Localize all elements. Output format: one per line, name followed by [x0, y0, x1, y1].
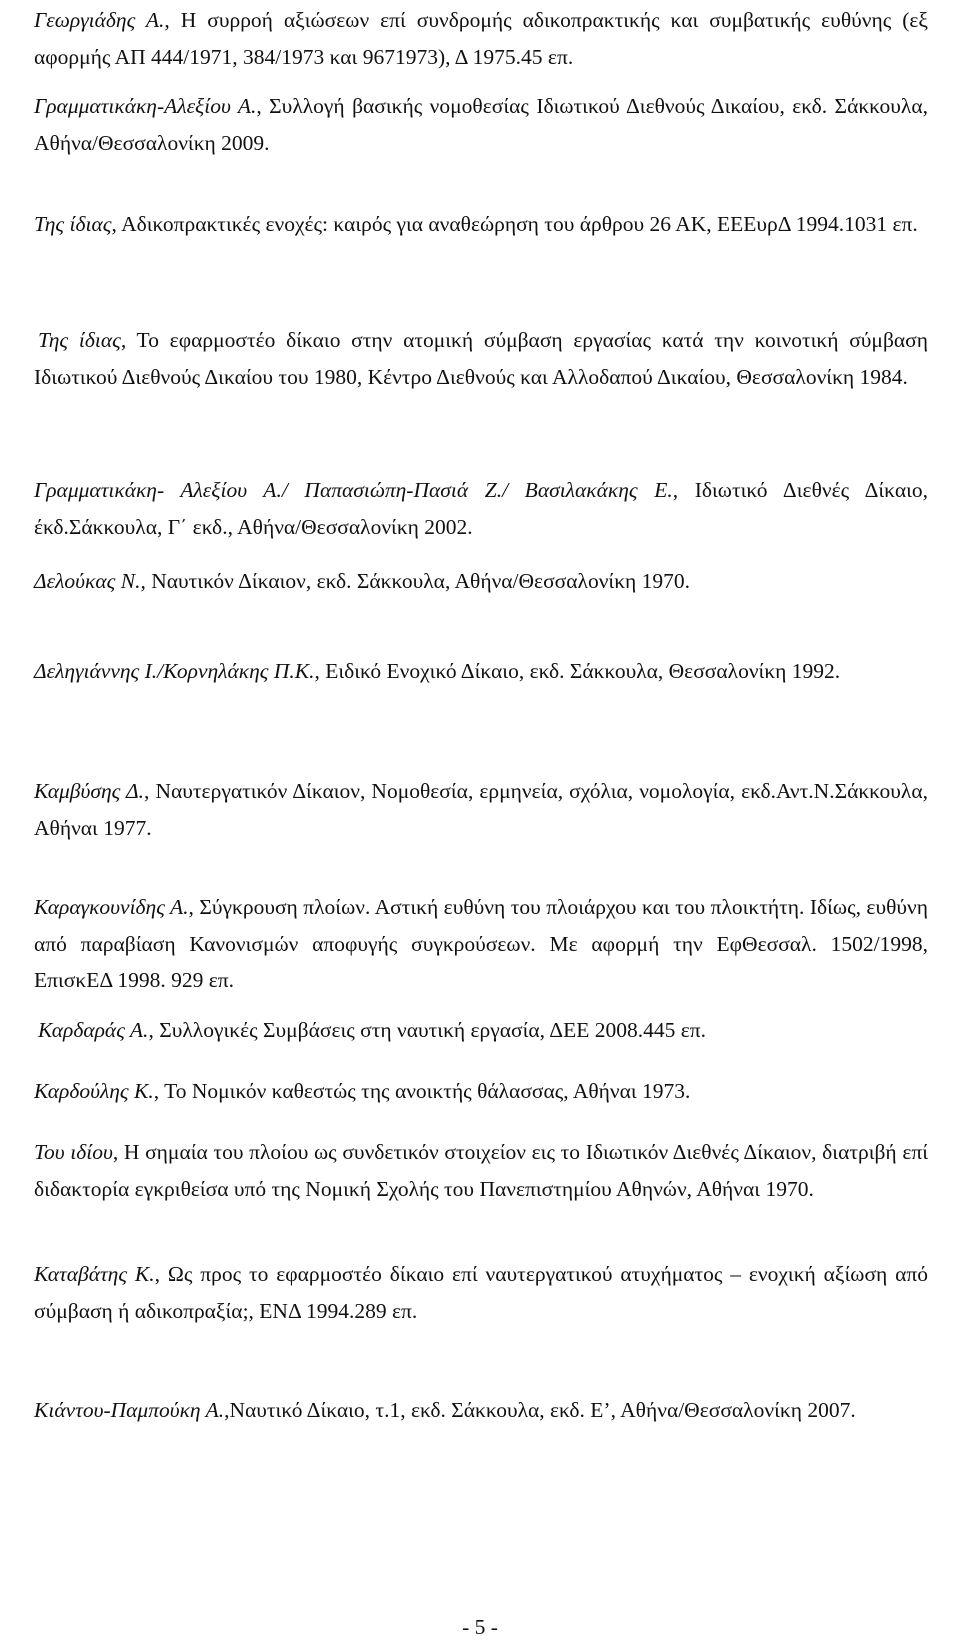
entry-author: Κιάντου-Παμπούκη Α. — [34, 1398, 225, 1422]
bibliography-entry — [34, 206, 928, 243]
entry-text: , Ως προς το εφαρμοστέο δίκαιο επί ναυτεργατικού ατυχήματος – ενοχική αξίωση από σύμβαση ή αδικοπραξία;, ΕΝΔ 1994.289 επ. — [34, 1262, 929, 1323]
entry-author: Καταβάτης Κ. — [34, 1262, 155, 1286]
entry-author: Καραγκουνίδης Α. — [34, 895, 189, 919]
entry-author: Της ίδιας — [34, 212, 112, 236]
entry-author: Καρδαράς Α. — [38, 1018, 149, 1042]
entry-text: ,Ναυτικό Δίκαιο, τ.1, εκδ. Σάκκουλα, εκδ. Ε’, Αθήνα/Θεσσαλονίκη 2007. — [224, 1398, 856, 1422]
entry-author: Καμβύσης Δ. — [34, 779, 145, 803]
entry-author: Γραμματικάκη- Αλεξίου Α./ Παπασιώπη-Πασιά Ζ./ Βασιλακάκης Ε. — [34, 478, 673, 502]
entry-author: Της ίδιας — [38, 328, 121, 352]
entry-author: Δελούκας Ν. — [34, 569, 141, 593]
entry-text: , Ιδιωτικό Διεθνές Δίκαιο, έκδ.Σάκκουλα, Γ΄ εκδ., Αθήνα/Θεσσαλονίκη 2002. — [34, 478, 928, 539]
entry-text: , Συλλογή βασικής νομοθεσίας Ιδιωτικού Διεθνούς Δικαίου, εκδ. Σάκκουλα, Αθήνα/Θεσσαλονίκη 2009. — [34, 94, 928, 155]
bibliography-entry — [34, 563, 928, 600]
entry-text: , Η συρροή αξιώσεων επί συνδρομής αδικοπρακτικής και συμβατικής ευθύνης (εξ αφορμής ΑΠ 444/1971, 384/1973 και 9671973), Δ 1975.45 επ. — [34, 8, 928, 69]
bibliography-entry — [34, 1134, 928, 1207]
entry-text: , Το εφαρμοστέο δίκαιο στην ατομική σύμβαση εργασίας κατά την κοινοτική σύμβαση Ιδιωτικού Διεθνούς Δικαίου του 1980, Κέντρο Διεθνούς και Αλλοδαπού Δικαίου, Θεσσαλονίκη 1984. — [34, 328, 928, 389]
entry-text: , Συλλογικές Συμβάσεις στη ναυτική εργασία, ΔΕΕ 2008.445 επ. — [148, 1018, 706, 1042]
bibliography-entry — [34, 88, 928, 161]
bibliography-entry — [34, 1073, 928, 1110]
entry-author: Του ιδίου — [34, 1140, 113, 1164]
entry-text: , Ναυτικόν Δίκαιον, εκδ. Σάκκουλα, Αθήνα/Θεσσαλονίκη 1970. — [140, 569, 691, 593]
bibliography-entry — [34, 322, 928, 395]
entry-author: Καρδούλης Κ. — [34, 1079, 154, 1103]
entry-text: , Το Νομικόν καθεστώς της ανοικτής θάλασσας, Αθήναι 1973. — [153, 1079, 691, 1103]
bibliography-entry — [34, 1256, 928, 1329]
bibliography-entry — [34, 2, 928, 75]
entry-author: Δεληγιάννης Ι./Κορνηλάκης Π.Κ. — [34, 659, 315, 683]
bibliography-entry — [34, 1392, 928, 1429]
page-number: - 5 - — [462, 1615, 498, 1639]
bibliography-entry — [34, 653, 928, 690]
bibliography-entry — [34, 889, 928, 999]
bibliography-entry — [34, 773, 928, 846]
entry-author: Γεωργιάδης Α. — [34, 8, 165, 32]
entry-text: , Η σημαία του πλοίου ως συνδετικόν στοιχείον εις το Ιδιωτικόν Διεθνές Δίκαιον, διατριβή επί διδακτορία εγκριθείσα υπό της Νομική Σχολής του Πανεπιστημίου Αθηνών, Αθήναι 1970. — [34, 1140, 929, 1201]
entry-text: , Αδικοπρακτικές ενοχές: καιρός για αναθεώρηση του άρθρου 26 ΑΚ, ΕΕΕυρΔ 1994.1031 επ. — [111, 212, 918, 236]
entry-text: , Ναυτεργατικόν Δίκαιον, Νομοθεσία, ερμηνεία, σχόλια, νομολογία, εκδ.Αντ.Ν.Σάκκουλα, Αθήναι 1977. — [34, 779, 929, 840]
entry-text: , Ειδικό Ενοχικό Δίκαιο, εκδ. Σάκκουλα, Θεσσαλονίκη 1992. — [314, 659, 841, 683]
bibliography-entry — [34, 1012, 928, 1049]
entry-text: , Σύγκρουση πλοίων. Αστική ευθύνη του πλοιάρχου και του πλοικτήτη. Ιδίως, ευθύνη από παραβίαση Κανονισμών αποφυγής συγκρούσεων. Με αφορμή την ΕφΘεσσαλ. 1502/1998, ΕπισκΕΔ 1998. 929 επ. — [34, 895, 928, 992]
entry-author: Γραμματικάκη-Αλεξίου Α. — [34, 94, 257, 118]
bibliography-entry — [34, 472, 928, 545]
